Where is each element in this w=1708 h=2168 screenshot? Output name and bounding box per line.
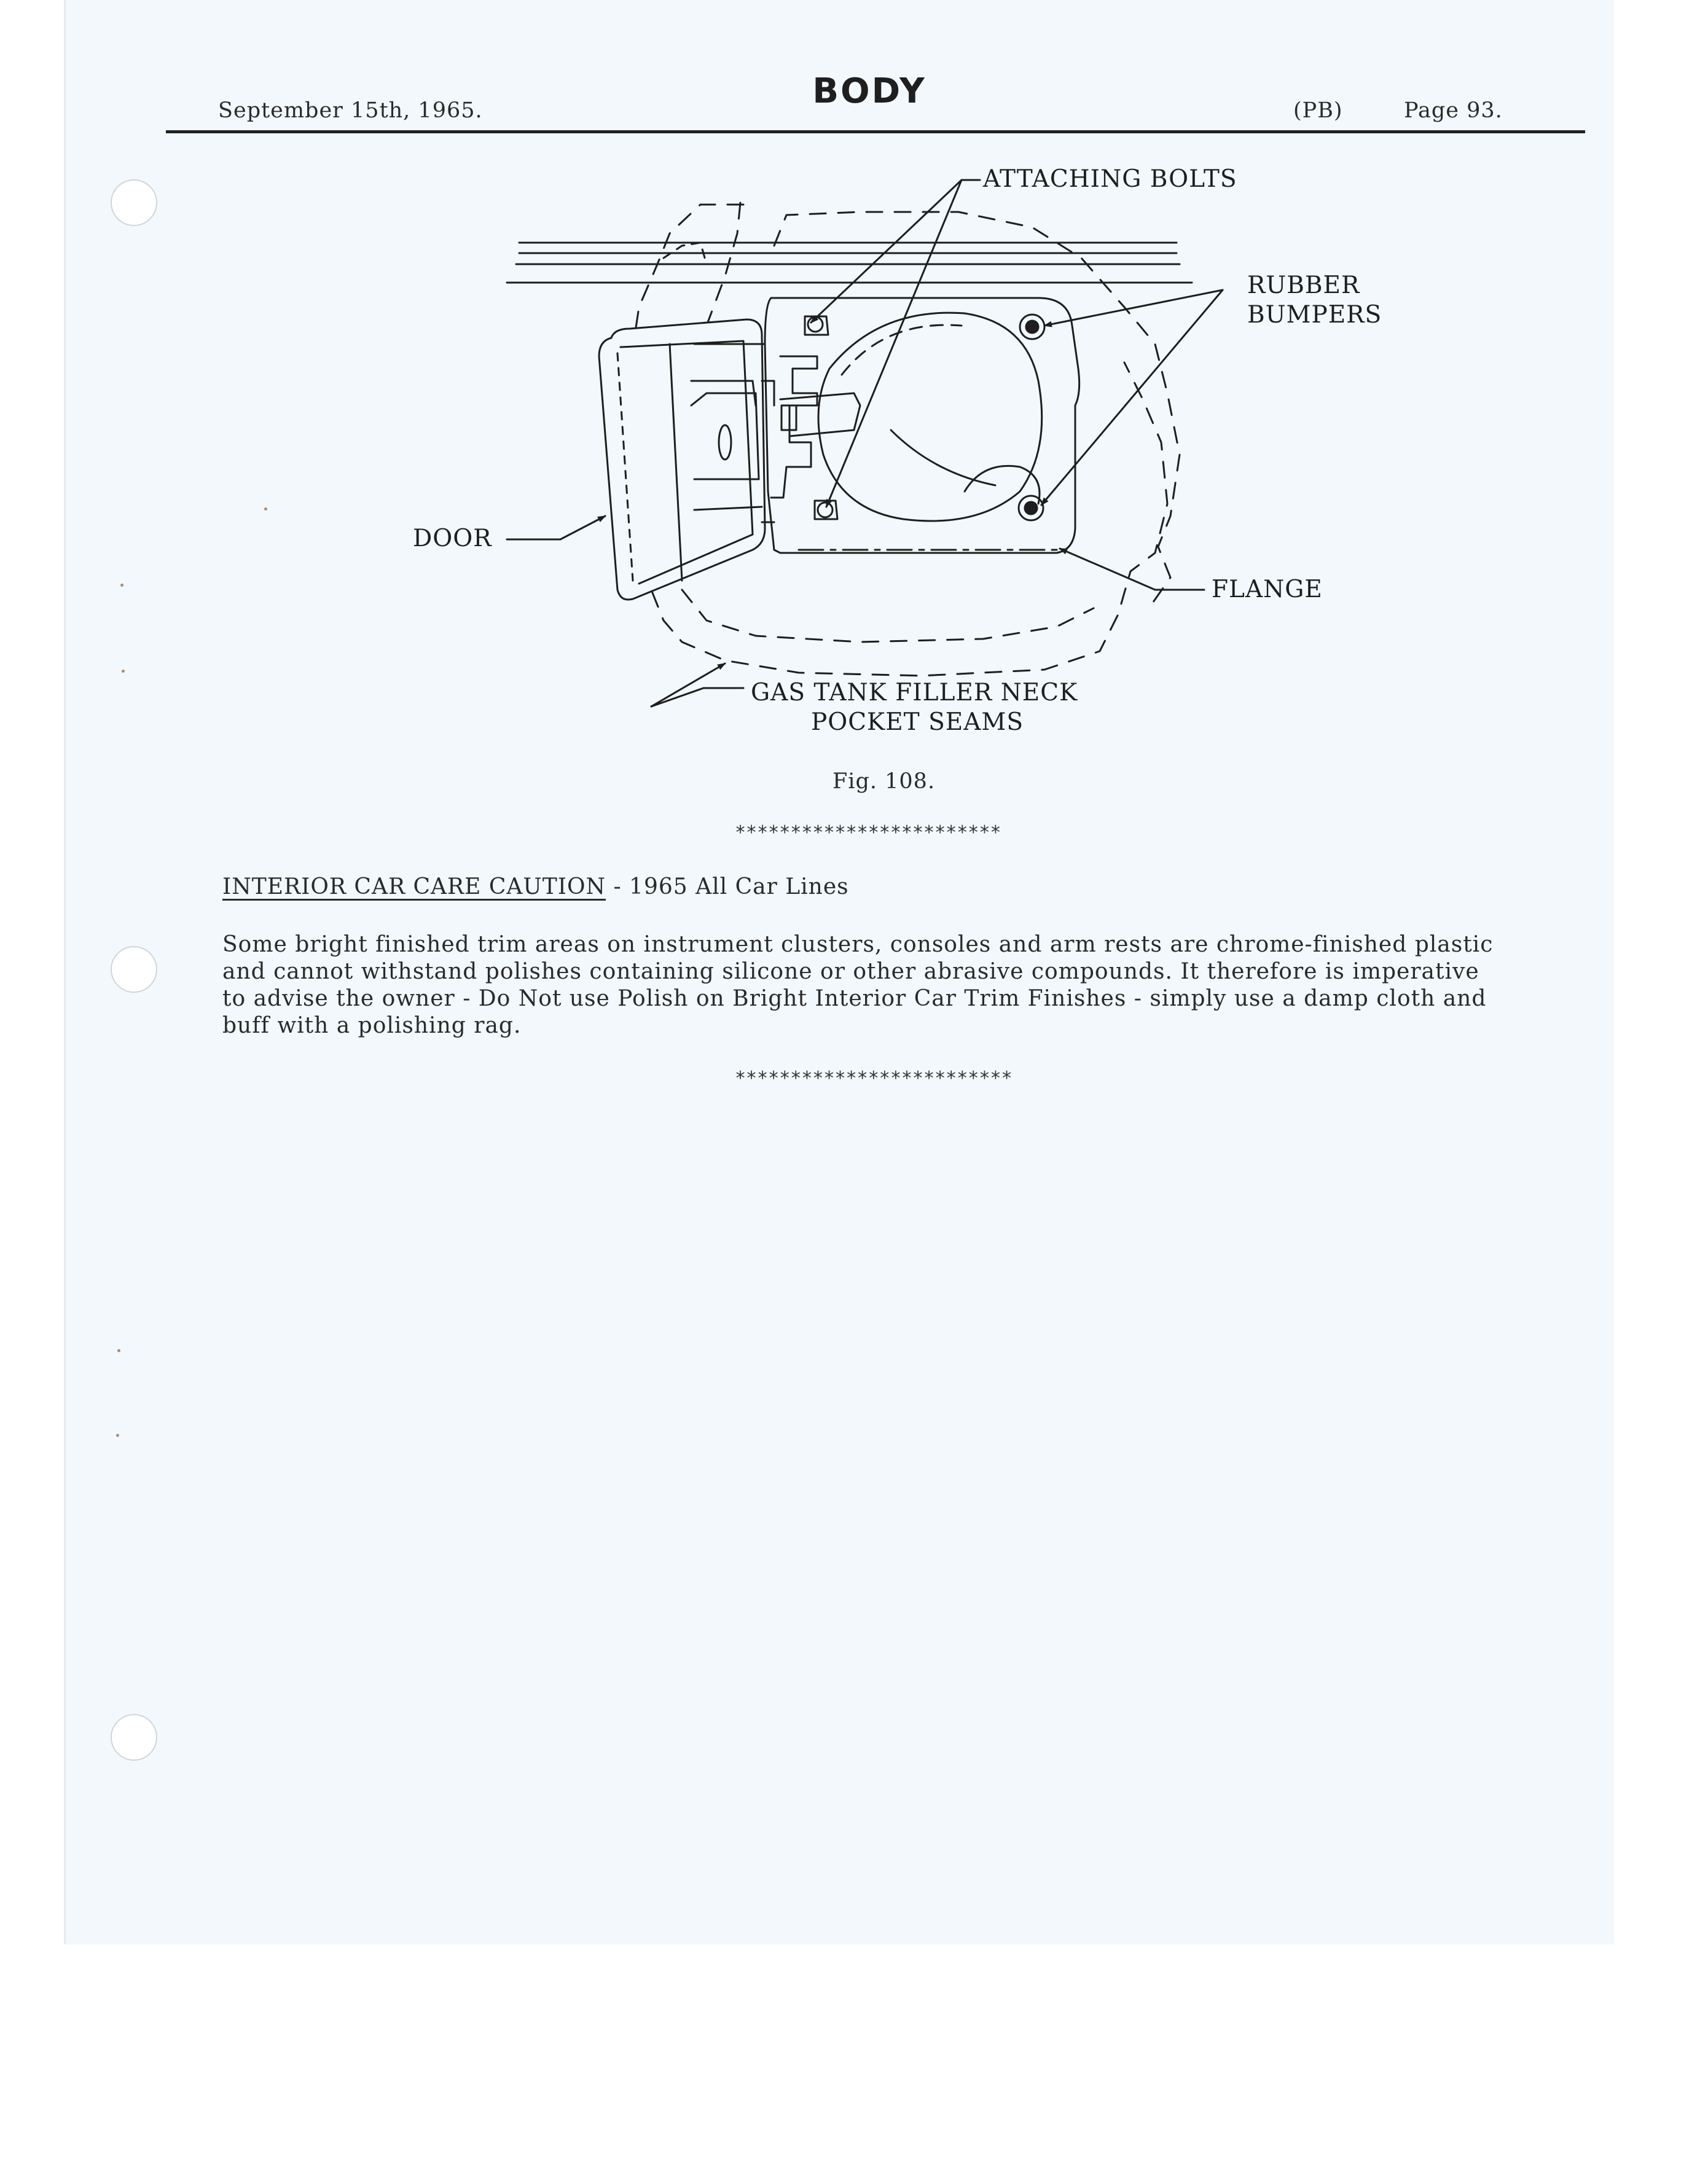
leader-flange	[1060, 549, 1155, 590]
header-page-number: Page 93.	[1404, 98, 1503, 123]
label-seams-line2: POCKET SEAMS	[811, 708, 1024, 736]
scan-speck	[116, 1434, 119, 1437]
header-date: September 15th, 1965.	[218, 98, 483, 123]
header-title: BODY	[812, 71, 926, 111]
figure-caption: Fig. 108.	[832, 769, 936, 794]
section-heading	[222, 874, 849, 899]
label-attaching-bolts: ATTACHING BOLTS	[983, 165, 1237, 193]
leader-door	[560, 516, 605, 539]
asterisk-divider-top: ************************	[735, 822, 1001, 843]
header-code: (PB)	[1293, 98, 1343, 123]
label-rubber-line1: RUBBER	[1247, 272, 1360, 299]
asterisk-divider-bottom: *************************	[735, 1068, 1013, 1089]
label-bumpers-line2: BUMPERS	[1247, 301, 1382, 329]
label-door: DOOR	[413, 525, 492, 552]
leader-seam-upper	[651, 663, 725, 706]
section-body: Some bright finished trim areas on instrument clusters, consoles and arm rests are chrome-finished plastic and cannot withstand polishes containing silicone or other abrasive compounds. It therefore is imperative to advise the owner - Do Not use Polish on Bright Interior Car Trim Finishes - simply use a damp cloth and buff with a polishing rag.	[222, 932, 1494, 1038]
binder-hole-bottom	[111, 1714, 157, 1761]
section-title: INTERIOR CAR CARE CAUTION	[222, 874, 606, 899]
section-subtitle: - 1965 All Car Lines	[606, 874, 849, 899]
label-seams-line1: GAS TANK FILLER NECK	[751, 679, 1078, 706]
binder-hole-middle	[111, 946, 157, 993]
label-flange: FLANGE	[1212, 576, 1323, 603]
scan-speck	[117, 1349, 120, 1352]
